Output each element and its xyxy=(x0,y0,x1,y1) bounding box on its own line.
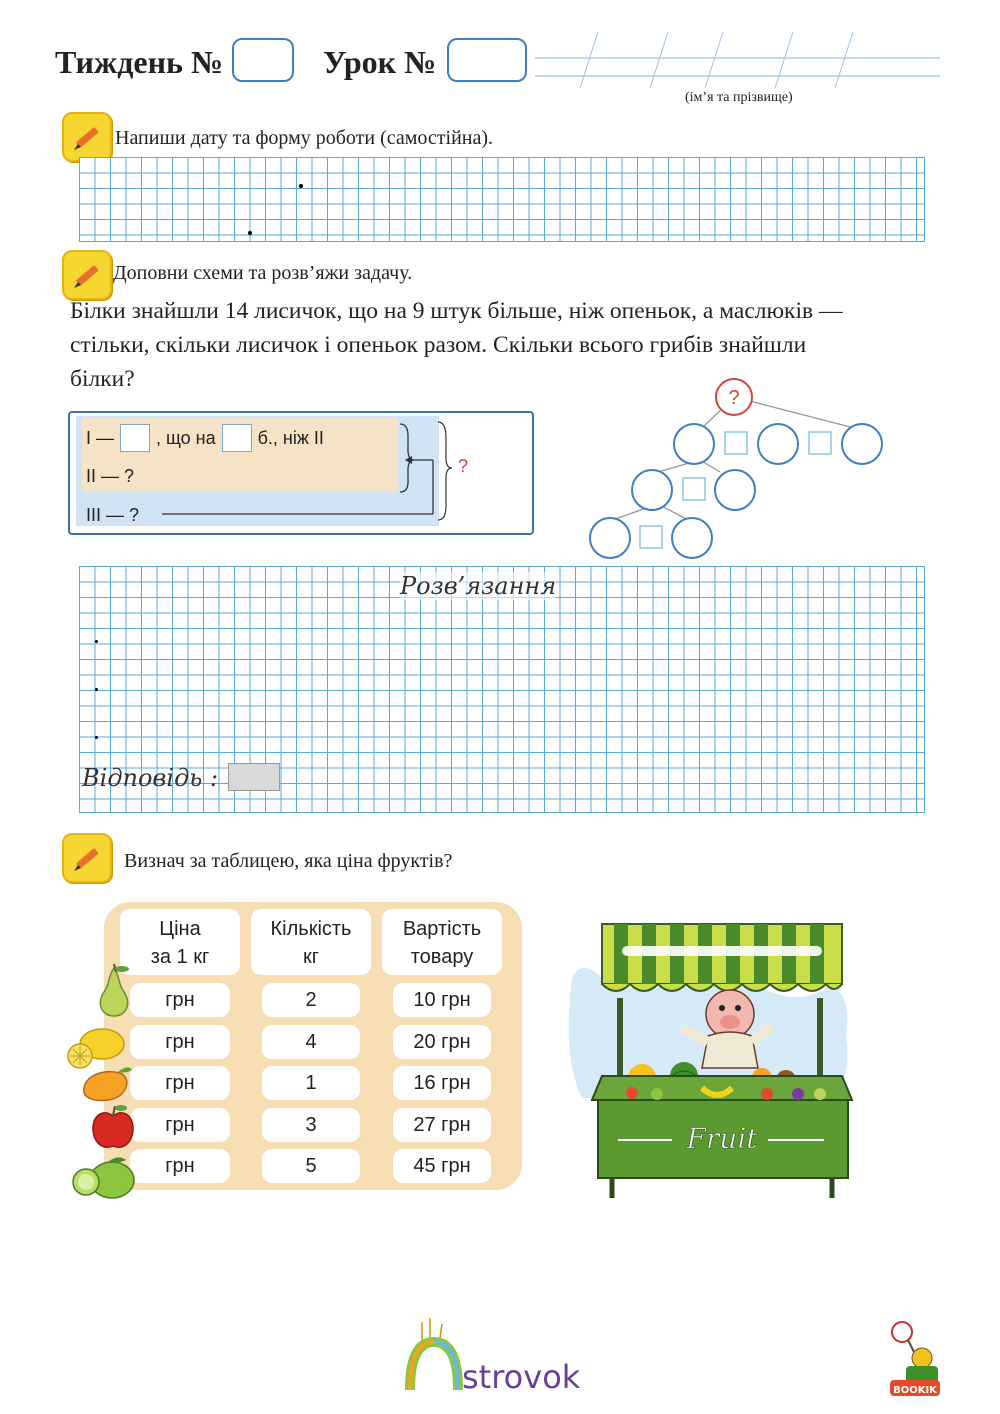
problem-line-3: білки? xyxy=(70,366,135,392)
scheme-row1-mid: , що на xyxy=(156,427,216,448)
cost-cell: 45 грн xyxy=(393,1149,491,1183)
header-cost: Вартість товару xyxy=(382,909,502,975)
dot xyxy=(95,640,98,643)
name-caption: (ім’я та прізвище) xyxy=(685,90,793,105)
scheme-input-box[interactable] xyxy=(120,424,150,452)
tree-node xyxy=(674,424,714,464)
mango-icon xyxy=(78,1064,134,1104)
task2-instruction: Доповни схеми та розв’яжи задачу. xyxy=(113,262,413,284)
lime-icon xyxy=(68,1152,140,1204)
qty-cell: 4 xyxy=(262,1025,360,1059)
tree-root-label: ? xyxy=(728,387,740,409)
answer-field[interactable] xyxy=(228,763,280,791)
tree-node xyxy=(758,424,798,464)
cost-cell: 10 грн xyxy=(393,983,491,1017)
number-tree-diagram xyxy=(580,372,900,572)
scheme-row2: ІІ — ? xyxy=(86,466,135,486)
task1-grid[interactable] xyxy=(79,157,925,242)
apple-icon xyxy=(88,1102,138,1152)
fruit-stall-illustration xyxy=(562,918,862,1200)
bookik-badge xyxy=(884,1318,944,1402)
pencil-icon xyxy=(62,833,112,883)
tree-node xyxy=(632,470,672,510)
scheme-total-mark: ? xyxy=(458,456,469,476)
problem-line-2: стільки, скільки лисичок і опеньок разом. Скільки всього грибів знайшли xyxy=(70,332,807,358)
scheme-row1-end: б., ніж ІІ xyxy=(257,427,324,448)
tree-node xyxy=(715,470,755,510)
price-cell[interactable]: грн xyxy=(130,1108,230,1142)
scheme-row3: ІІІ — ? xyxy=(86,505,140,525)
name-writing-lines[interactable] xyxy=(530,30,950,90)
header-price: Ціна за 1 кг xyxy=(120,909,240,975)
solution-title: Розв’язання xyxy=(400,572,557,600)
price-cell[interactable]: грн xyxy=(130,1025,230,1059)
cost-cell: 27 грн xyxy=(393,1108,491,1142)
tree-sign-box xyxy=(640,526,662,548)
week-number-field[interactable] xyxy=(232,38,294,82)
task3-instruction: Визнач за таблицею, яка ціна фруктів? xyxy=(124,850,453,872)
tree-sign-box xyxy=(725,432,747,454)
lesson-label: Урок № xyxy=(323,44,437,80)
tree-node xyxy=(590,518,630,558)
tree-sign-box xyxy=(683,478,705,500)
dot xyxy=(95,736,98,739)
ostrovok-logo-text: strovok xyxy=(462,1358,581,1396)
header-quantity: Кількість кг xyxy=(251,909,371,975)
cost-cell: 16 грн xyxy=(393,1066,491,1100)
price-cell[interactable]: грн xyxy=(130,983,230,1017)
ostrovok-logo xyxy=(400,1314,620,1398)
lesson-number-field[interactable] xyxy=(447,38,527,82)
dot xyxy=(248,231,252,235)
qty-cell: 2 xyxy=(262,983,360,1017)
answer-label: Відповідь : xyxy=(82,764,219,792)
problem-line-1: Білки знайшли 14 лисичок, що на 9 штук більше, ніж опеньок, а маслюків — xyxy=(70,298,843,324)
dot xyxy=(299,184,303,188)
bookik-badge-text: BOOKIK xyxy=(893,1385,937,1396)
price-cell[interactable]: грн xyxy=(130,1149,230,1183)
scheme-row1-start: І — xyxy=(86,427,115,448)
tree-sign-box xyxy=(809,432,831,454)
qty-cell: 5 xyxy=(262,1149,360,1183)
price-cell[interactable]: грн xyxy=(130,1066,230,1100)
stall-sign-text: Fruit xyxy=(686,1122,758,1155)
tree-node xyxy=(672,518,712,558)
week-label: Тиждень № xyxy=(55,44,224,80)
qty-cell: 3 xyxy=(262,1108,360,1142)
cost-cell: 20 грн xyxy=(393,1025,491,1059)
tree-node xyxy=(842,424,882,464)
pear-icon xyxy=(92,962,136,1018)
pencil-icon xyxy=(62,112,112,162)
qty-cell: 1 xyxy=(262,1066,360,1100)
dot xyxy=(95,688,98,691)
task1-instruction: Напиши дату та форму роботи (самостійна). xyxy=(115,127,494,149)
scheme-brackets xyxy=(150,416,480,528)
pencil-icon xyxy=(62,250,112,300)
